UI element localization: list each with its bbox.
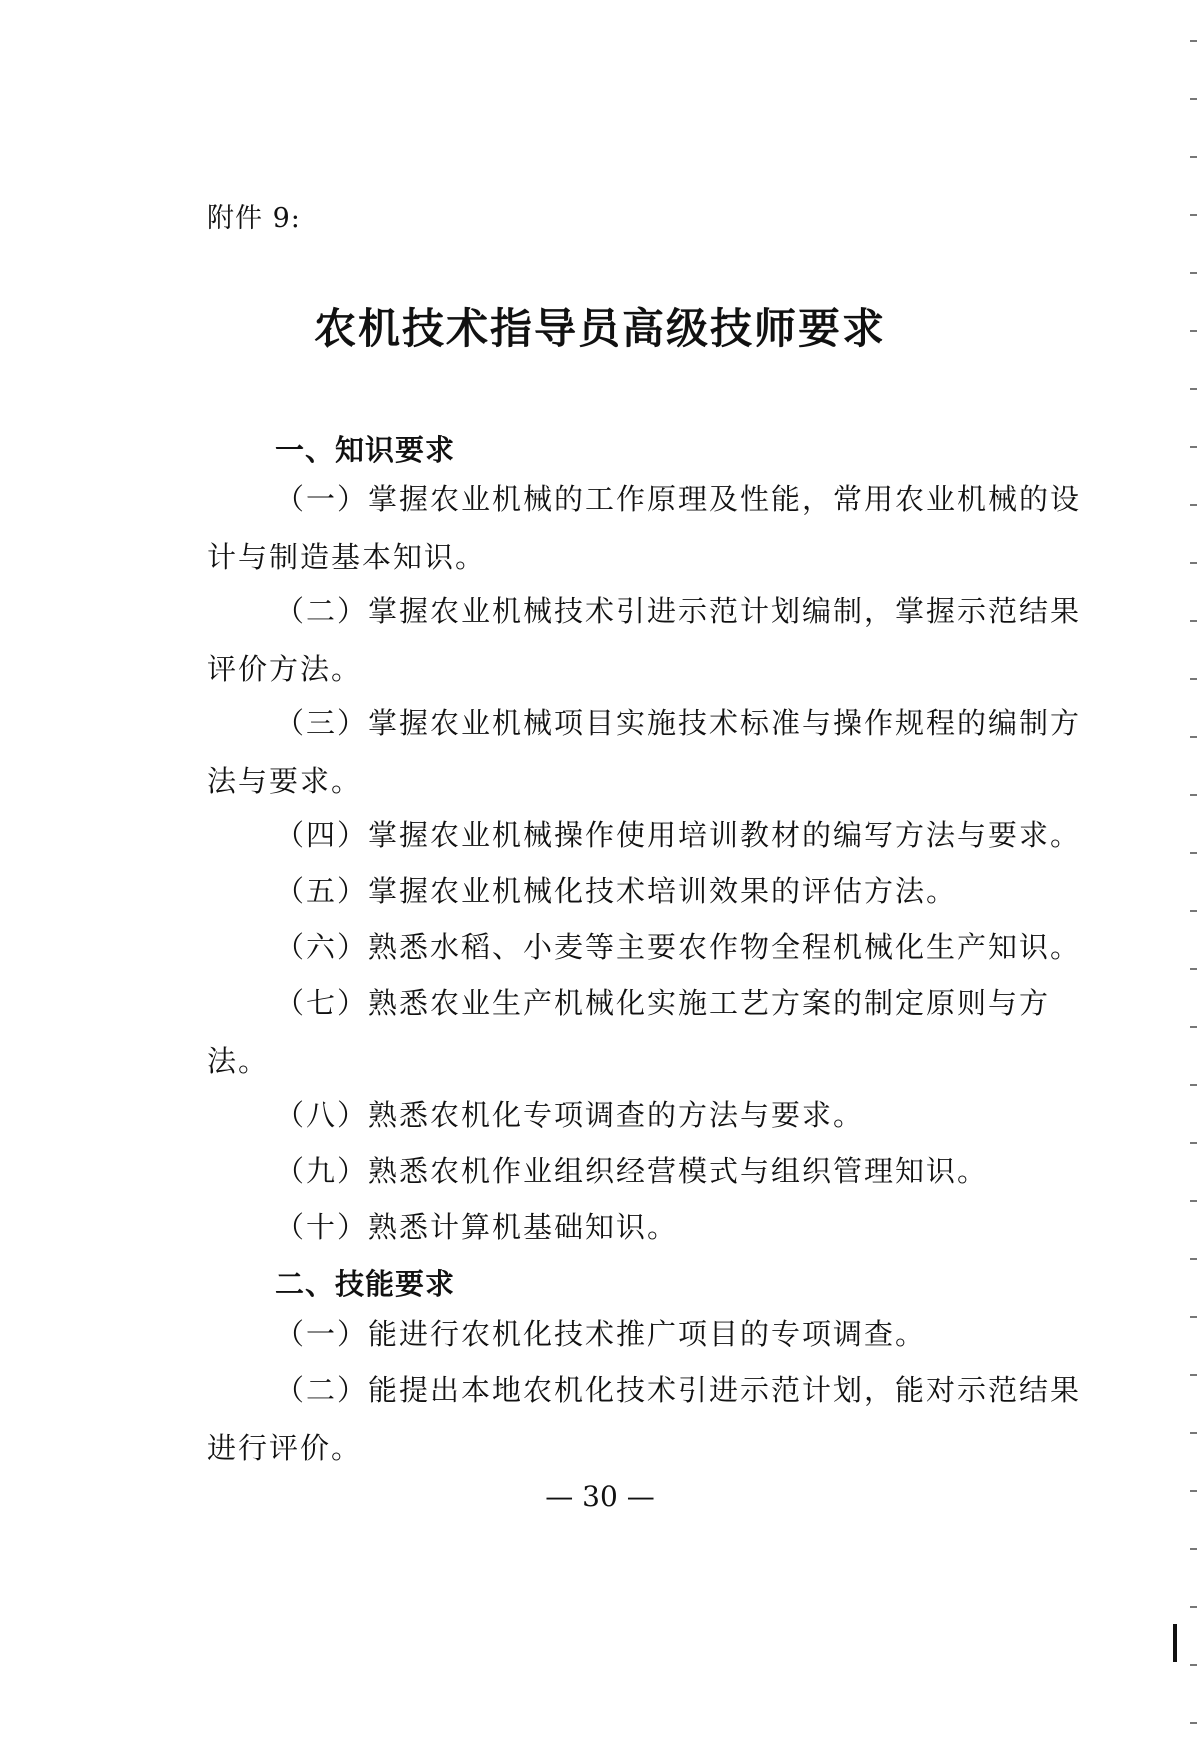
margin-tick [1190,1142,1197,1144]
knowledge-item-5: （五）掌握农业机械化技术培训效果的评估方法。 [275,874,958,908]
margin-tick [1190,1258,1197,1260]
margin-tick [1190,98,1197,100]
margin-tick [1190,1606,1197,1608]
margin-tick [1190,156,1197,158]
document-title: 农机技术指导员高级技师要求 [313,304,886,353]
margin-tick [1190,794,1197,796]
margin-tick [1190,40,1197,42]
margin-tick [1190,852,1197,854]
margin-tick [1190,388,1197,390]
margin-tick [1190,446,1197,448]
knowledge-item-2: （二）掌握农业机械技术引进示范计划编制，掌握示范结果评价方法。 [207,594,1082,686]
skill-item-2: （二）能提出本地农机化技术引进示范计划，能对示范结果进行评价。 [207,1373,1082,1465]
margin-tick [1190,678,1197,680]
knowledge-item-10: （十）熟悉计算机基础知识。 [275,1210,679,1244]
skill-item-1: （一）能进行农机化技术推广项目的专项调查。 [275,1317,927,1351]
knowledge-item-1: （一）掌握农业机械的工作原理及性能，常用农业机械的设计与制造基本知识。 [207,482,1082,574]
knowledge-item-7: （七）熟悉农业生产机械化实施工艺方案的制定原则与方法。 [207,986,1051,1078]
section-heading-knowledge: 一、知识要求 [275,433,456,467]
section-heading-skills: 二、技能要求 [275,1267,456,1301]
margin-tick [1190,1026,1197,1028]
attachment-label: 附件 9: [207,203,301,234]
margin-tick [1190,620,1197,622]
margin-tick [1190,272,1197,274]
margin-tick [1190,1200,1197,1202]
margin-tick [1190,736,1197,738]
margin-tick [1190,1664,1197,1666]
margin-tick [1190,1722,1197,1724]
margin-tick [1190,330,1197,332]
margin-tick [1190,1490,1197,1492]
knowledge-item-9: （九）熟悉农机作业组织经营模式与组织管理知识。 [275,1154,989,1188]
knowledge-item-8: （八）熟悉农机化专项调查的方法与要求。 [275,1098,865,1132]
knowledge-item-3: （三）掌握农业机械项目实施技术标准与操作规程的编制方法与要求。 [207,706,1082,798]
margin-tick [1190,968,1197,970]
margin-tick [1190,1374,1197,1376]
scan-margin-ticks [1187,0,1200,1754]
margin-tick [1190,910,1197,912]
margin-tick [1190,1548,1197,1550]
margin-tick [1190,1316,1197,1318]
knowledge-item-6: （六）熟悉水稻、小麦等主要农作物全程机械化生产知识。 [275,930,1082,964]
page-number: — 30 — [545,1480,655,1513]
margin-tick [1190,1084,1197,1086]
knowledge-item-4: （四）掌握农业机械操作使用培训教材的编写方法与要求。 [275,818,1082,852]
margin-tick [1190,562,1197,564]
margin-tick [1190,504,1197,506]
margin-tick [1190,1432,1197,1434]
scan-edge-mark [1173,1624,1177,1662]
margin-tick [1190,214,1197,216]
